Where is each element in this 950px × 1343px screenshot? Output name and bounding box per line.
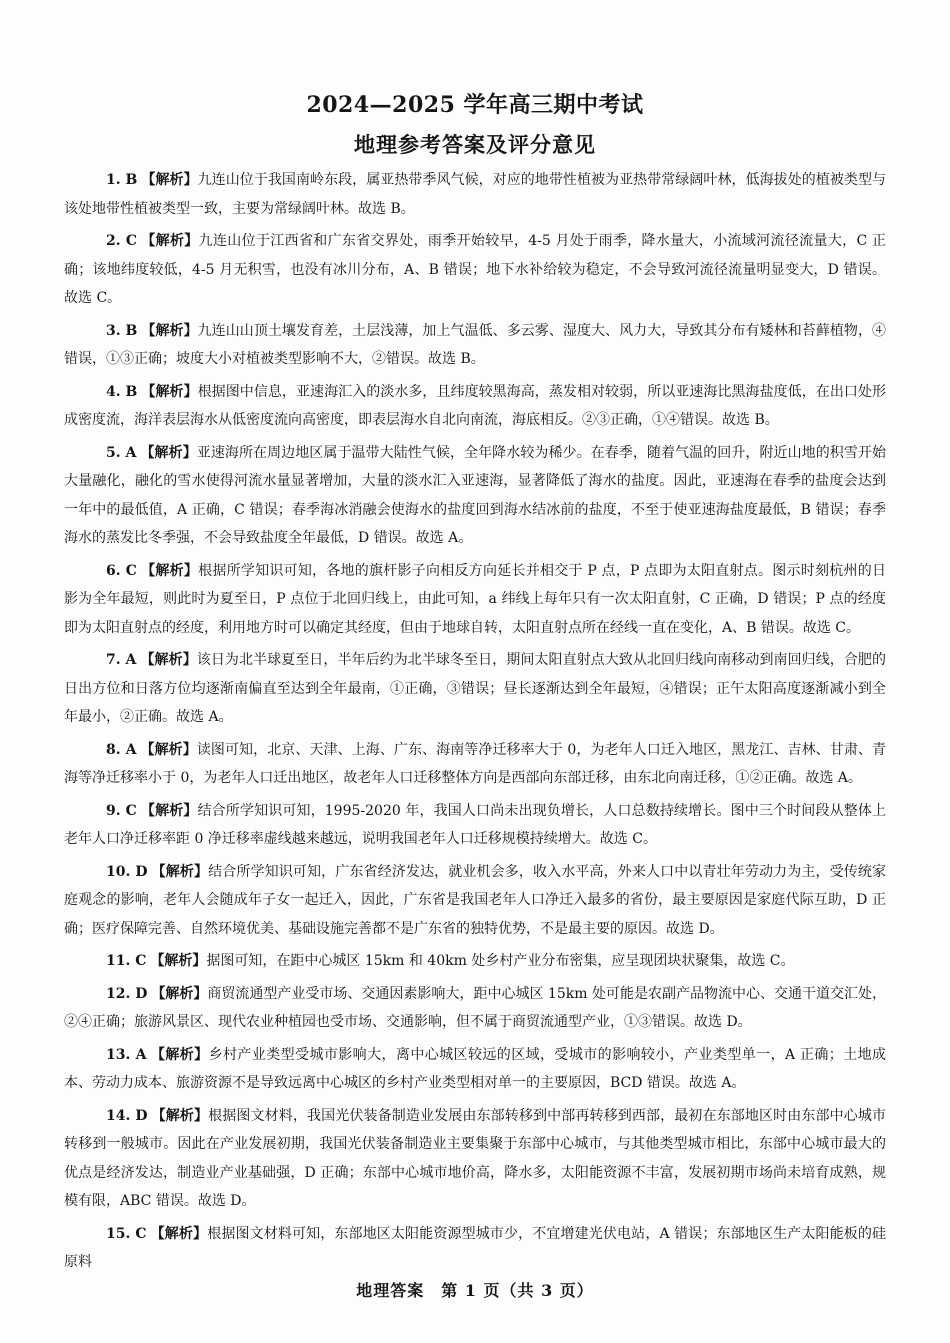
analysis-tag: 【解析】 [140,741,197,758]
analysis-tag: 【解析】 [150,1225,208,1242]
answer-item-12 [64,980,886,1037]
answer-text: 根据图文材料，我国光伏装备制造业发展由东部转移到中部再转移到西部，最初在东部地区时由东部中心城市转移到一般城市。因此在产业发展初期，我国光伏装备制造业主要集聚于东部中心城市，与其他类型城市相比，东部中心城市最大的优点是经济发达，制造业产业基础强，D 正确；东部中心城市地价高，降水多，太阳能资源不丰富，发展初期市场尚未培育成熟，规模有限，ABC 错误。故选 D。 [64,1107,886,1209]
answer-item-13 [64,1041,886,1098]
answer-number: 1. B [106,172,138,188]
answer-number: 9. C [106,802,137,819]
answer-number: 6. C [106,562,137,579]
answer-number: 3. B [106,322,138,339]
analysis-tag: 【解析】 [140,233,199,249]
page-title: 2024—2025 学年高三期中考试 [306,92,644,118]
analysis-tag: 【解析】 [140,444,197,461]
answer-item-14 [64,1102,886,1216]
answer-item-8 [64,736,886,793]
answer-text: 九连山位于我国南岭东段，属亚热带季风气候，对应的地带性植被为亚热带常绿阔叶林，低海拔处的植被类型与该处地带性植被类型一致，主要为常绿阔叶林。故选 B。 [64,172,886,217]
answer-number: 4. B [106,383,138,400]
answer-item-1 [64,166,886,223]
answer-text: 亚速海所在周边地区属于温带大陆性气候，全年降水较为稀少。在春季，随着气温的回升，附近山地的积雪开始大量融化，融化的雪水使得河流水量显著增加，大量的淡水汇入亚速海，显著降低了海水的盐度。因此，亚速海在春季的盐度会达到一年中的最低值，A 正确，C 错误；春季海冰消融会使海水的盐度回到海水结冰前的盐度，不至于使亚速海盐度最低，B 错误；春季海水的蒸发比冬季强，不会导致盐度全年最低，D 错误。故选 A。 [64,444,886,546]
answer-item-15 [64,1220,886,1277]
answer-text: 根据所学知识可知，各地的旗杆影子向相反方向延长并相交于 P 点，P 点即为太阳直射点。图示时刻杭州的日影为全年最短，则此时为夏至日，P 点位于北回归线上，由此可知，a 纬线上每年只有一次太阳直射，C 正确，D 错误；P 点的经度即为太阳直射点的经度，利用地方时可以确定其经度，但由于地球自转，太阳直射点所在经线一直在变化，A、B 错误。故选 C。 [64,562,886,636]
analysis-tag: 【解析】 [141,322,198,339]
answer-number: 12. D [106,985,148,1002]
analysis-tag: 【解析】 [140,802,198,819]
answer-number: 14. D [106,1107,148,1124]
answer-item-9 [64,797,886,854]
answer-number: 13. A [106,1046,147,1063]
answer-text: 商贸流通型产业受市场、交通因素影响大，距中心城区 15km 处可能是农副产品物流中心、交通干道交汇处，②④正确；旅游风景区、现代农业种植园也受市场、交通影响，但不属于商贸流通型产业，①③错误。故选 D。 [64,985,886,1030]
answer-text: 九连山山顶土壤发育差，土层浅薄，加上气温低、多云雾、湿度大、风力大，导致其分布有矮林和苔藓植物，④错误，①③正确；坡度大小对植被类型影响不大，②错误。故选 B。 [64,322,886,367]
page-footer: 地理答案 第 1 页（共 3 页） [356,1281,594,1300]
answer-item-11 [64,947,886,976]
analysis-tag: 【解析】 [140,562,199,579]
answer-item-3 [64,317,886,374]
answer-item-4 [64,378,886,435]
answer-number: 15. C [106,1225,147,1242]
answer-list [64,166,886,1281]
answer-number: 11. C [106,953,147,969]
answer-item-10 [64,858,886,944]
answer-text: 九连山位于江西省和广东省交界处，雨季开始较早，4-5 月处于雨季，降水量大，小流域河流径流量大，C 正确；该地纬度较低，4-5 月无积雪，也没有冰川分布，A、B 错误；地下水补给较为稳定，不会导致河流径流量明显变大，D 错误。故选 C。 [64,233,886,306]
analysis-tag: 【解析】 [151,1107,209,1124]
page-subtitle: 地理参考答案及评分意见 [354,132,596,157]
answer-text: 根据图中信息，亚速海汇入的淡水多，且纬度较黑海高，蒸发相对较弱，所以亚速海比黑海盐度低，在出口处形成密度流，海洋表层海水从低密度流向高密度，即表层海水自北向南流，海底相反。②③正确，①④错误。故选 B。 [64,383,886,428]
answer-text: 乡村产业类型受城市影响大，离中心城区较远的区域，受城市的影响较小，产业类型单一，A 正确；土地成本、劳动力成本、旅游资源不是导致远离中心城区的乡村产业类型相对单一的主要原因，BCD 错误。故选 A。 [64,1046,887,1091]
analysis-tag: 【解析】 [151,985,208,1002]
answer-number: 5. A [106,444,137,461]
analysis-tag: 【解析】 [141,383,198,400]
answer-text: 结合所学知识可知，1995-2020 年，我国人口尚未出现负增长，人口总数持续增长。图中三个时间段从整体上老年人口净迁移率距 0 净迁移率虚线越来越远，说明我国老年人口迁移规模持续增大。故选 C。 [64,802,887,847]
analysis-tag: 【解析】 [141,172,198,188]
answer-text: 根据图文材料可知，东部地区太阳能资源型城市少，不宜增建光伏电站，A 错误；东部地区生产太阳能板的硅原料 [64,1225,887,1270]
answer-number: 2. C [106,233,137,249]
analysis-tag: 【解析】 [151,863,209,880]
answer-number: 7. A [106,652,137,668]
answer-item-2 [64,227,886,313]
answer-item-6 [64,557,886,643]
analysis-tag: 【解析】 [150,1046,209,1063]
analysis-tag: 【解析】 [140,652,197,668]
answer-number: 10. D [106,863,148,880]
answer-number: 8. A [106,741,137,758]
analysis-tag: 【解析】 [150,953,207,969]
answer-item-7 [64,646,886,732]
answer-item-5 [64,439,886,553]
answer-text: 该日为北半球夏至日，半年后约为北半球冬至日，期间太阳直射点大致从北回归线向南移动到南回归线，合肥的日出方位和日落方位均逐渐南偏直至达到全年最南，①正确，③错误；昼长逐渐达到全年最短，④错误；正午太阳高度逐渐减小到全年最小，②正确。故选 A。 [64,652,886,725]
answer-text: 据图可知，在距中心城区 15km 和 40km 处乡村产业分布密集，应呈现团块状聚集，故选 C。 [206,953,795,969]
answer-text: 结合所学知识可知，广东省经济发达，就业机会多，收入水平高，外来人口中以青壮年劳动力为主，受传统家庭观念的影响，老年人会随成年子女一起迁入，因此，广东省是我国老年人口净迁入最多的省份，最主要原因是家庭代际互助，D 正确；医疗保障完善、自然环境优美、基础设施完善都不是广东省的独特优势，不是最主要的原因。故选 D。 [64,863,886,937]
answer-text: 读图可知，北京、天津、上海、广东、海南等净迁移率大于 0，为老年人口迁入地区，黑龙江、吉林、甘肃、青海等净迁移率小于 0，为老年人口迁出地区，故老年人口迁移整体方向是西部向东部迁移，由东北向南迁移，①②正确。故选 A。 [64,741,886,786]
